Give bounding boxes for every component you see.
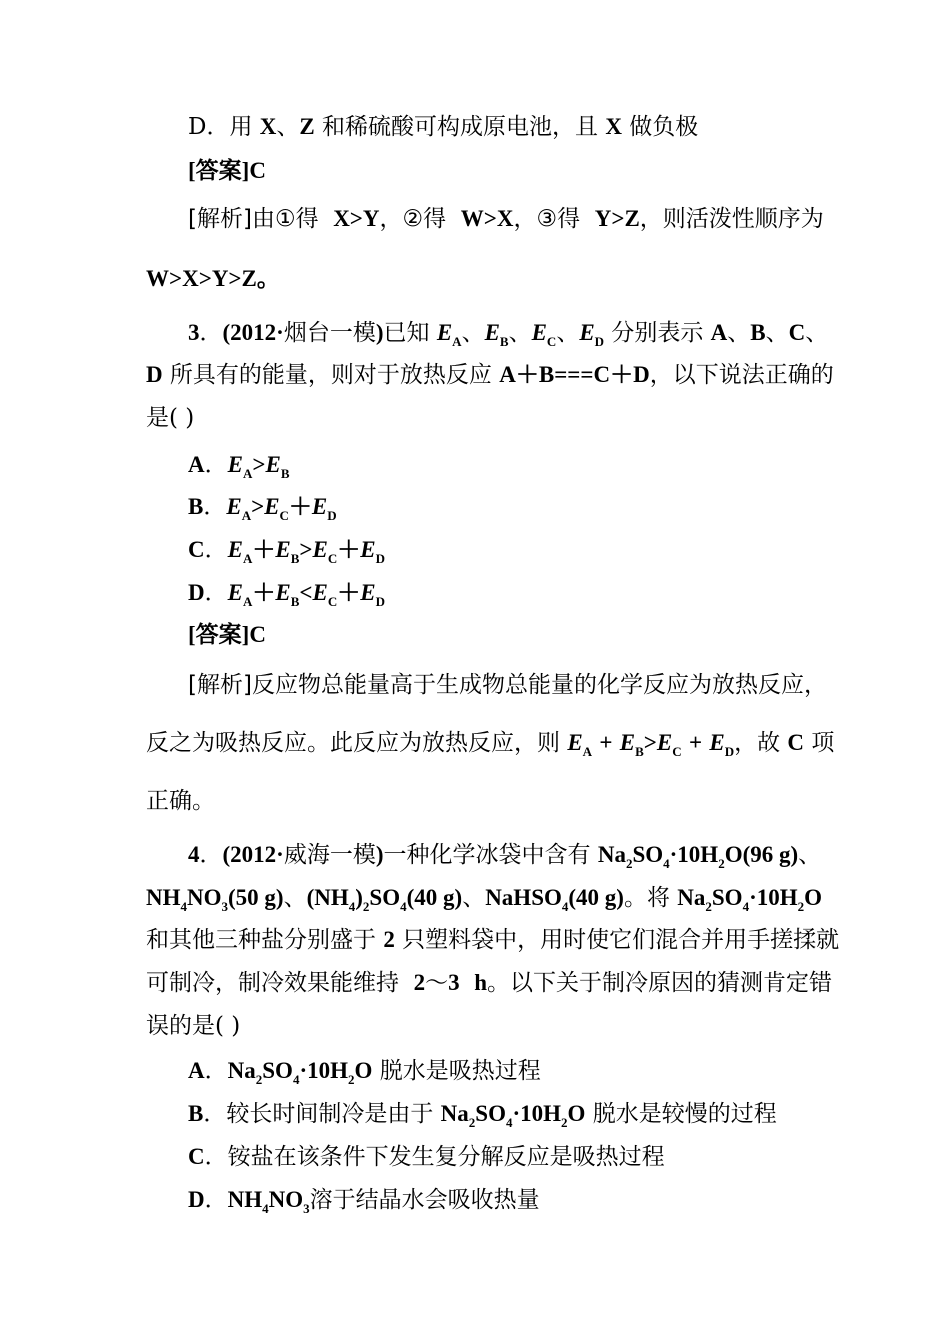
q3-answer: [答案]C (188, 622, 266, 647)
q2-analysis-line2: W>X>Y>Z。 (146, 266, 280, 291)
q2-option-d: D．用 X、Z 和稀硫酸可构成原电池，且 X 做负极 (188, 114, 699, 140)
q4-option-d: D．$NH_4NO_3$溶于结晶水会吸收热量 (188, 1187, 540, 1216)
q4-stem-line1: 4．(2012·威海一模)一种化学冰袋中含有 $Na_2SO_4\cdot 10H_2O(96$ g)、 (188, 842, 822, 871)
q3-option-d: D．$E_A+E_B<E_C+E_D$ (188, 580, 385, 609)
q3-analysis-line3: 正确。 (146, 788, 215, 814)
q4-option-c: C．铵盐在该条件下发生复分解反应是吸热过程 (188, 1144, 665, 1170)
q4-stem-line4: 可制冷，制冷效果能维持 2～3 h。以下关于制冷原因的猜测肯定错 (146, 970, 833, 996)
q3-option-c: C．$E_A+E_B>E_C+E_D$ (188, 537, 385, 566)
q3-stem-line2: D 所具有的能量，则对于放热反应 A＋B===C＋D，以下说法正确的 (146, 362, 834, 388)
q4-option-b: B．较长时间制冷是由于 $Na_2SO_4\cdot 10H_2O$ 脱水是较慢的过程 (188, 1101, 777, 1130)
q4-stem-line2: $NH_4NO_3(50$ g)、$(NH_4)_2SO_4(40$ g)、NaHSO$_4$(40 g)。将 $Na_2SO_4\cdot 10H_2O$ (146, 885, 823, 914)
q2-answer: [答案]C (188, 158, 266, 183)
q4-option-a: A．$Na_2SO_4\cdot 10H_2O$ 脱水是吸热过程 (188, 1058, 541, 1087)
q3-stem-line3: 是( ) (146, 405, 195, 431)
q3-option-a: A．$E_A>E_B$ (188, 452, 290, 481)
q2-analysis-line1: [解析]由①得 X>Y，②得 W>X，③得 Y>Z，则活泼性顺序为 (188, 206, 824, 232)
q3-analysis-line1: [解析]反应物总能量高于生成物总能量的化学反应为放热反应， (188, 672, 827, 698)
q3-stem-line1: 3．(2012·烟台一模)已知 $E_A$、$E_B$、$E_C$、$E_D$ 分别表示 A、B、C、 (188, 320, 829, 349)
q3-option-b: B．$E_A>E_C+E_D$ (188, 494, 337, 523)
q4-stem-line5: 误的是( ) (146, 1013, 241, 1039)
q3-analysis-line2: 反之为吸热反应。此反应为放热反应，则 $E_A + E_B>E_C + E_D$，故 C 项 (146, 730, 835, 759)
q4-stem-line3: 和其他三种盐分别盛于 2 只塑料袋中，用时使它们混合并用手搓揉就 (146, 927, 840, 953)
